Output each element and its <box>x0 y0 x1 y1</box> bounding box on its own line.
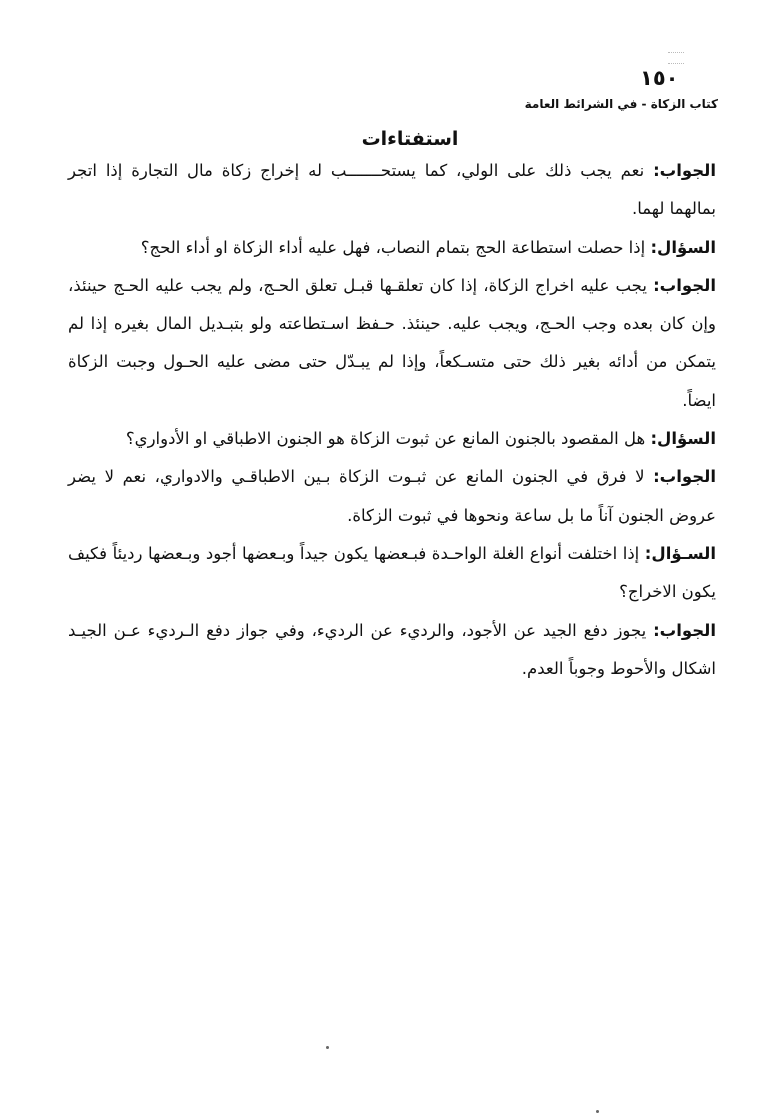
question-paragraph <box>68 535 716 612</box>
question-text: هل المقصود بالجنون المانع عن ثبوت الزكاة هو الجنون الاطباقي او الأدواري؟ <box>125 429 646 449</box>
answer-text: لا فرق في الجنون المانع عن ثبـوت الزكاة بـين الاطباقـي والادواري، نعم لا يضر عروض الجنون آناً ما بل ساعة ونحوها في ثبوت الزكاة. <box>68 467 716 525</box>
scan-speck <box>596 1110 599 1113</box>
question-label: السؤال: <box>650 237 716 257</box>
scan-speck <box>326 1046 329 1049</box>
section-title: استفتاءات <box>361 128 459 150</box>
answer-label: الجواب: <box>653 467 716 487</box>
answer-paragraph <box>68 612 716 689</box>
answer-paragraph <box>68 267 716 420</box>
scan-corner-mark <box>668 52 684 64</box>
question-paragraph <box>68 420 716 458</box>
answer-paragraph <box>68 458 716 535</box>
answer-text: يجب عليه اخراج الزكاة، إذا كان تعلقـها قبـل تعلق الحـج، ولم يجب عليه الحـج حينئذ، وإن كان بعده وجب الحـج، ويجب عليه. حينئذ. حـفظ اسـتطاعته ولو بتبـديل المال بغيره إذا لم يتمكن من أدائه بغير ذلك حتى متسـكعاً، وإذا لم يبـدّل حتى مضى عليه الحـول وجبت الزكاة ايضاً. <box>68 275 716 410</box>
answer-text: نعم يجب ذلك على الولي، كما يستحـــــــب له إخراج زكاة مال التجارة إذا اتجر بمالهما لهما. <box>68 161 716 219</box>
running-header: كتاب الزكاة - في الشرائط العامة <box>524 97 718 111</box>
answer-text: يجوز دفع الجيد عن الأجود، والرديء عن الرديء، وفي جواز دفع الـرديء عـن الجيـد اشكال والأحوط وجوباً العدم. <box>68 620 716 678</box>
answer-label: الجواب: <box>653 275 716 295</box>
question-label: السؤال: <box>650 429 716 449</box>
answer-label: الجواب: <box>653 161 716 180</box>
question-label: السـؤال: <box>644 543 716 563</box>
question-text: إذا اختلفت أنواع الغلة الواحـدة فبـعضها يكون جيداً وبـعضها أجود وبـعضها رديئاً فكيف يكون الاخراج؟ <box>68 543 716 602</box>
answer-paragraph <box>68 152 716 229</box>
answer-label: الجواب: <box>653 620 716 640</box>
question-paragraph <box>68 229 716 267</box>
page-number: ١٥٠ <box>640 66 679 90</box>
qa-body <box>68 152 716 688</box>
question-text: إذا حصلت استطاعة الحج بتمام النصاب، فهل عليه أداء الزكاة او أداء الحج؟ <box>140 237 646 257</box>
